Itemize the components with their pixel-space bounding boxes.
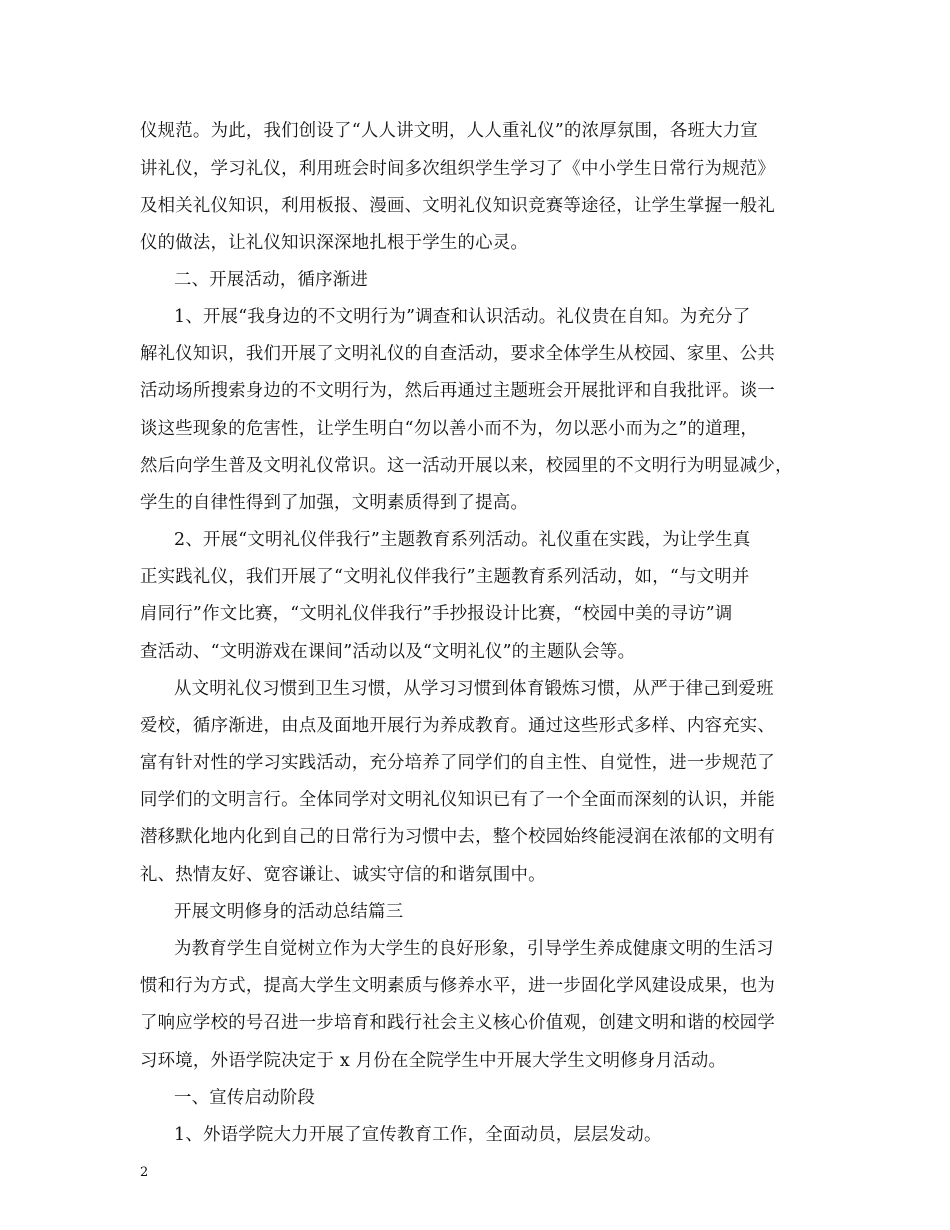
body-text-line: 富有针对性的学习实践活动，充分培养了同学们的自主性、自觉性，进一步规范了 xyxy=(140,753,776,773)
body-text-line: 肩同行”作文比赛，“文明礼仪伴我行”手抄报设计比赛，“校园中美的寻访”调 xyxy=(140,604,733,624)
body-text-line: 正实践礼仪，我们开展了“文明礼仪伴我行”主题教育系列活动，如，“与文明并 xyxy=(140,567,750,587)
body-text-line: 潜移默化地内化到自己的日常行为习惯中去，整个校园始终能浸润在浓郁的文明有 xyxy=(140,827,776,847)
body-text-line: 1、开展“我身边的不文明行为”调查和认识活动。礼仪贵在自知。为充分了 xyxy=(174,307,751,327)
section-title: 开展文明修身的活动总结篇三 xyxy=(174,902,404,922)
body-text-line: 仪的做法，让礼仪知识深深地扎根于学生的心灵。 xyxy=(140,233,529,253)
body-text-line: 然后向学生普及文明礼仪常识。这一活动开展以来，校园里的不文明行为明显减少， xyxy=(140,456,793,476)
body-text-line: 为教育学生自觉树立作为大学生的良好形象，引导学生养成健康文明的生活习 xyxy=(174,939,774,959)
body-text-line: 1、外语学院大力开展了宣传教育工作，全面动员，层层发动。 xyxy=(174,1125,662,1145)
body-text-line: 活动场所搜索身边的不文明行为，然后再通过主题班会开展批评和自我批评。谈一 xyxy=(140,381,776,401)
body-text-line: 学生的自律性得到了加强，文明素质得到了提高。 xyxy=(140,493,529,513)
body-text-line: 2、开展“文明礼仪伴我行”主题教育系列活动。礼仪重在实践，为让学生真 xyxy=(174,530,751,550)
body-text-line: 同学们的文明言行。全体同学对文明礼仪知识已有了一个全面而深刻的认识，并能 xyxy=(140,790,776,810)
body-text-line: 仪规范。为此，我们创设了“人人讲文明，人人重礼仪”的浓厚氛围，各班大力宣 xyxy=(140,121,759,141)
body-text-line: 查活动、“文明游戏在课间”活动以及“文明礼仪”的主题队会等。 xyxy=(140,642,636,662)
body-text-line: 习环境，外语学院决定于 x 月份在全院学生中开展大学生文明修身月活动。 xyxy=(140,1051,727,1071)
body-text-line: 从文明礼仪习惯到卫生习惯，从学习习惯到体育锻炼习惯，从严于律己到爱班 xyxy=(174,679,774,699)
body-text-line: 讲礼仪，学习礼仪，利用班会时间多次组织学生学习了《中小学生日常行为规范》 xyxy=(140,159,776,179)
body-text-line: 礼、热情友好、宽容谦让、诚实守信的和谐氛围中。 xyxy=(140,865,546,885)
section-heading: 二、开展活动，循序渐进 xyxy=(174,270,369,290)
page-number: 2 xyxy=(140,1165,149,1180)
body-text-line: 了响应学校的号召进一步培育和践行社会主义核心价值观，创建文明和谐的校园学 xyxy=(140,1013,776,1033)
body-text-line: 解礼仪知识，我们开展了文明礼仪的自查活动，要求全体学生从校园、家里、公共 xyxy=(140,344,776,364)
body-text-line: 及相关礼仪知识，利用板报、漫画、文明礼仪知识竞赛等途径，让学生掌握一般礼 xyxy=(140,196,776,216)
body-text-line: 谈这些现象的危害性，让学生明白“勿以善小而不为，勿以恶小而为之”的道理， xyxy=(140,419,759,439)
body-text-line: 惯和行为方式，提高大学生文明素质与修养水平，进一步固化学风建设成果，也为 xyxy=(140,976,776,996)
body-text-line: 爱校，循序渐进，由点及面地开展行为养成教育。通过这些形式多样、内容充实、 xyxy=(140,716,776,736)
section-heading: 一、宣传启动阶段 xyxy=(174,1088,316,1108)
